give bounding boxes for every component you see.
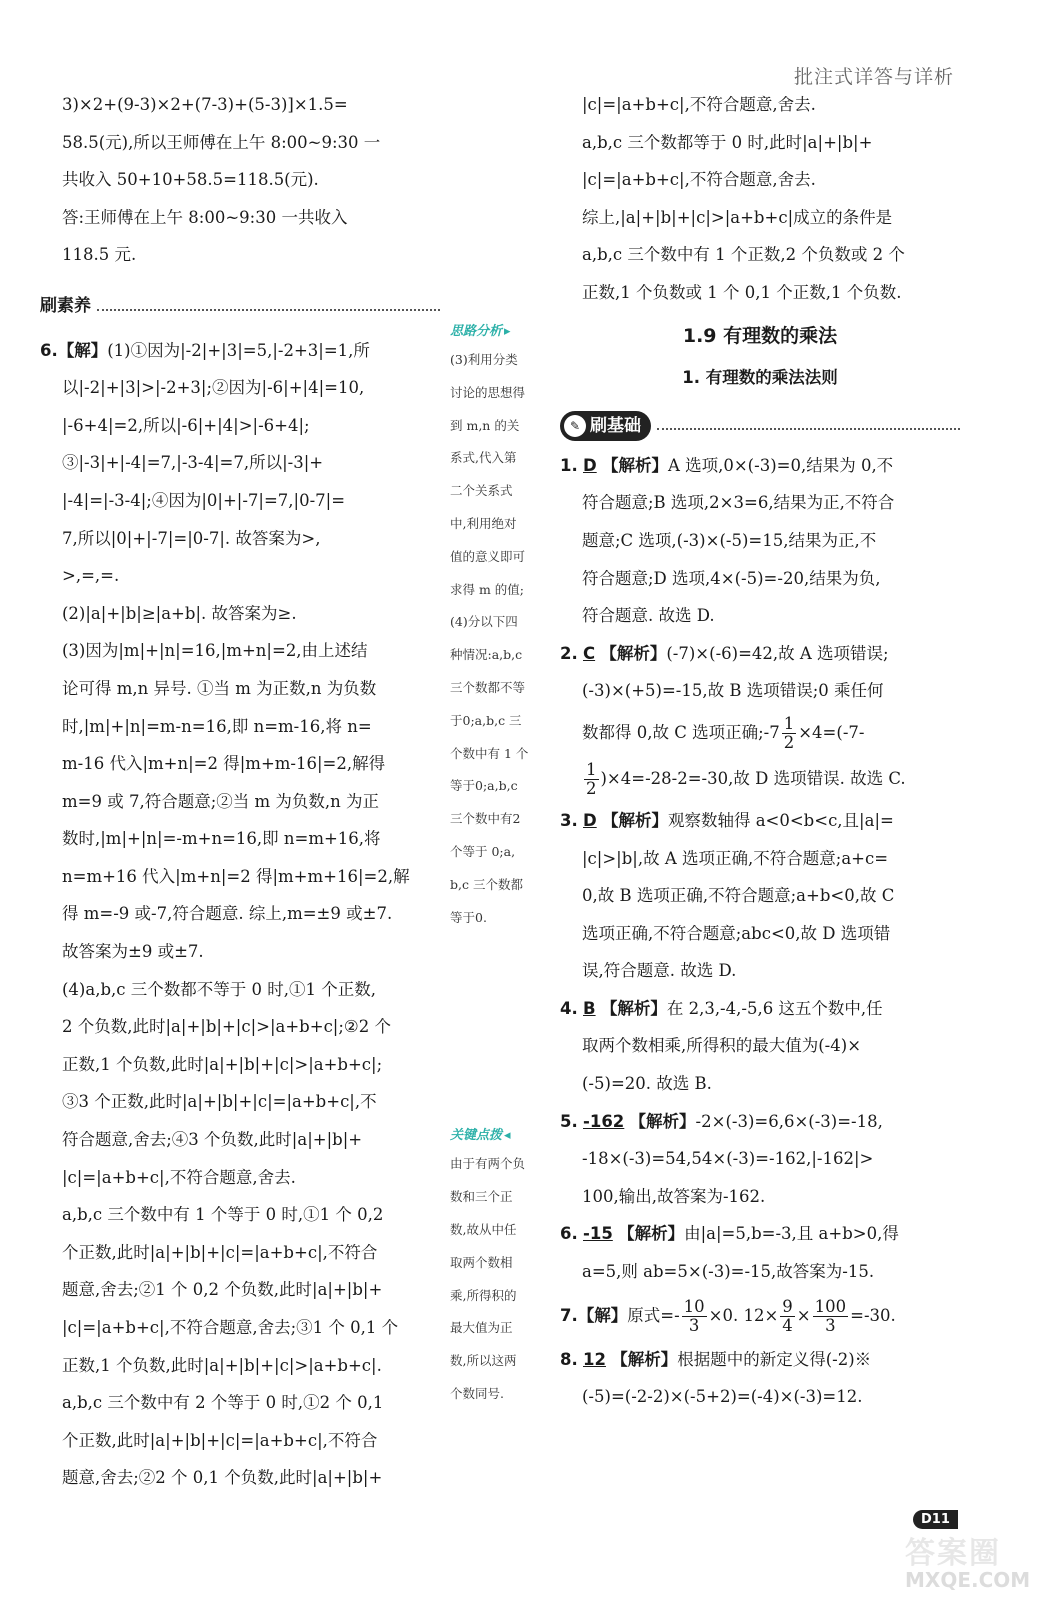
text-line: a,b,c 三个数中有 1 个正数,2 个负数或 2 个: [582, 245, 905, 265]
text-line: (-5)=20. 故选 B.: [582, 1074, 712, 1094]
text-line: 符合题意. 故选 D.: [582, 606, 715, 626]
text-line: 3)×2+(9-3)×2+(7-3)+(5-3)]×1.5=: [62, 95, 348, 114]
text-line: |-4|=|-3-4|;④因为|0|+|-7|=7,|0-7|=: [62, 490, 346, 510]
text-line: 论可得 m,n 异号. ①当 m 为正数,n 为负数: [62, 678, 377, 698]
text-line: 正数,1 个负数,此时|a|+|b|+|c|>|a+b+c|.: [62, 1355, 382, 1375]
question-number: 1.: [560, 455, 578, 475]
question-6-line: [40, 332, 440, 370]
fraction: [584, 761, 599, 798]
question-number: 6.: [560, 1224, 578, 1244]
page-number: D11: [913, 1510, 958, 1529]
text-line: (1)①因为|-2|+|3|=5,|-2+3|=1,所: [107, 340, 370, 360]
left-column: [40, 86, 440, 1497]
text-line: 2 个负数,此时|a|+|b|+|c|>|a+b+c|;②2 个: [62, 1017, 391, 1037]
text-line: 由|a|=5,b=-3,且 a+b>0,得: [684, 1224, 899, 1244]
text-line: 个正数,此时|a|+|b|+|c|=|a+b+c|,不符合: [62, 1430, 378, 1450]
question-number: 3.: [560, 810, 578, 830]
section-header-basics: [560, 411, 960, 441]
text-line: 题意;C 选项,(-3)×(-5)=15,结果为正,不: [582, 530, 877, 550]
denominator: 2: [586, 778, 597, 798]
question-number: 8.: [560, 1349, 578, 1369]
text-line: 7,所以|0|+|-7|=|0-7|. 故答案为>,: [62, 528, 321, 548]
answer: C: [583, 643, 596, 663]
note-line: 三个数中有2: [450, 811, 521, 827]
analysis-tag: 【解析】: [629, 1111, 696, 1131]
text-line: 58.5(元),所以王师傅在上午 8:00~9:30 一: [62, 132, 381, 152]
text-line: m=9 或 7,符合题意;②当 m 为负数,n 为正: [62, 791, 380, 811]
text-line: |c|>|b|,故 A 选项正确,不符合题意;a+c=: [582, 848, 889, 868]
note-line: 三个数都不等: [450, 679, 526, 695]
answer: -15: [583, 1224, 613, 1244]
text-line: 时,|m|+|n|=m-n=16,即 n=m-16,将 n=: [62, 716, 372, 736]
text-line: (-5)=(-2-2)×(-5+2)=(-4)×(-3)=12.: [582, 1387, 863, 1407]
solution-tag: 【解】: [57, 340, 108, 360]
fraction: [782, 715, 797, 752]
denominator: 3: [825, 1315, 836, 1335]
answer: D: [583, 810, 597, 830]
text-line: 综上,|a|+|b|+|c|>|a+b+c|成立的条件是: [582, 207, 893, 227]
text-segment: )×4=-28-2=-30,故 D 选项错误. 故选 C.: [600, 768, 906, 788]
section-header-suyang: [40, 288, 440, 326]
note-line: 等于0;a,b,c: [450, 778, 518, 794]
text-line: A 选项,0×(-3)=0,结果为 0,不: [667, 455, 894, 475]
text-line: 误,符合题意. 故选 D.: [582, 961, 737, 981]
note-line: 个数同号.: [450, 1385, 504, 1401]
note-title-key-point: 关键点拨 ◂: [450, 1124, 555, 1148]
text-line: 答:王师傅在上午 8:00~9:30 一共收入: [62, 207, 348, 227]
text-line: (2)|a|+|b|≥|a+b|. 故答案为≥.: [62, 603, 297, 623]
note-line: 数和三个正: [450, 1189, 513, 1205]
analysis-tag: 【解析】: [611, 1349, 678, 1369]
text-line: (4)a,b,c 三个数都不等于 0 时,①1 个正数,: [62, 979, 376, 999]
question-number: 6.: [40, 340, 58, 360]
text-line: a=5,则 ab=5×(-3)=-15,故答案为-15.: [582, 1262, 875, 1282]
question-number: 5.: [560, 1111, 578, 1131]
text-segment: ×0. 12×: [708, 1305, 779, 1325]
note-line: b,c 三个数都: [450, 876, 523, 892]
dotted-divider: [97, 309, 440, 311]
question-3-line: [560, 802, 960, 840]
numerator: 10: [683, 1296, 705, 1316]
text-line: n=m+16 代入|m+n|=2 得|m+m+16|=2,解: [62, 866, 410, 886]
note-line: 取两个数相: [450, 1254, 513, 1270]
note-line: 系式,代入第: [450, 450, 517, 466]
denominator: 3: [688, 1315, 700, 1335]
text-line: 符合题意;D 选项,4×(-5)=-20,结果为负,: [582, 568, 881, 588]
text-line: ③3 个正数,此时|a|+|b|+|c|=|a+b+c|,不: [62, 1092, 377, 1112]
watermark: [905, 1528, 1045, 1598]
question-2-line: [560, 635, 960, 673]
fraction: [682, 1298, 707, 1335]
numerator: 1: [586, 759, 597, 779]
text-line: 题意,舍去;②2 个 0,1 个负数,此时|a|+|b|+: [62, 1468, 383, 1488]
analysis-tag: 【解析】: [600, 643, 667, 663]
note-line: (3)利用分类: [450, 352, 518, 367]
analysis-tag: 【解析】: [601, 810, 668, 830]
text-segment: ×: [796, 1305, 811, 1325]
text-line: |-6+4|=2,所以|-6|+|4|>|-6+4|;: [62, 415, 310, 435]
denominator: 4: [782, 1315, 793, 1335]
note-line: 求得 m 的值;: [450, 581, 525, 597]
text-line: 根据题中的新定义得(-2)※: [677, 1349, 872, 1369]
text-line: 在 2,3,-4,-5,6 这五个数中,任: [666, 998, 883, 1018]
question-5-line: [560, 1103, 960, 1141]
note-line: 讨论的思想得: [450, 384, 526, 400]
text-line: -18×(-3)=54,54×(-3)=-162,|-162|>: [582, 1149, 874, 1169]
note-line: 个数中有 1 个: [450, 745, 529, 761]
fraction: [780, 1298, 795, 1335]
text-line: (-7)×(-6)=42,故 A 选项错误;: [666, 643, 889, 663]
text-line: >,=,=.: [62, 566, 120, 586]
question-1-line: [560, 447, 960, 485]
text-line: -2×(-3)=6,6×(-3)=-18,: [695, 1111, 883, 1131]
text-line: 118.5 元.: [62, 245, 137, 265]
answer: B: [583, 998, 596, 1018]
text-line: 100,输出,故答案为-162.: [582, 1186, 766, 1206]
note-line: 等于0.: [450, 909, 487, 925]
note-line: 值的意义即可: [450, 548, 526, 564]
section-subtitle: 1. 有理数的乘法法则: [682, 368, 838, 388]
text-line: 数时,|m|+|n|=-m+n=16,即 n=m+16,将: [62, 829, 381, 849]
numerator: 100: [814, 1296, 847, 1316]
numerator: 1: [783, 713, 795, 733]
text-line: (3)因为|m|+|n|=16,|m+n|=2,由上述结: [62, 641, 368, 661]
note-line: 数,所以这两: [450, 1353, 517, 1369]
text-line: 观察数轴得 a<0<b<c,且|a|=: [667, 810, 894, 830]
note-line: (4)分以下四: [450, 614, 518, 630]
solution-tag: 【解】: [577, 1305, 628, 1325]
side-notes: [450, 320, 555, 1411]
denominator: 2: [783, 732, 795, 752]
text-line: a,b,c 三个数中有 2 个等于 0 时,①2 个 0,1: [62, 1393, 384, 1413]
text-line: 符合题意,舍去;④3 个负数,此时|a|+|b|+: [62, 1130, 363, 1150]
dotted-divider: [657, 428, 960, 430]
note-line: 中,利用绝对: [450, 515, 517, 531]
text-line: 正数,1 个负数或 1 个 0,1 个正数,1 个负数.: [582, 282, 902, 302]
spacer: [450, 934, 555, 1124]
text-line: (-3)×(+5)=-15,故 B 选项错误;0 乘任何: [582, 681, 884, 701]
text-line: a,b,c 三个数都等于 0 时,此时|a|+|b|+: [582, 132, 873, 152]
section-label: 刷素养: [40, 295, 91, 316]
answer: D: [583, 455, 597, 475]
text-line: |c|=|a+b+c|,不符合题意,舍去.: [582, 170, 816, 190]
fraction: [813, 1298, 849, 1335]
text-segment: 数都得 0,故 C 选项正确;-7: [582, 722, 780, 742]
note-line: 二个关系式: [450, 483, 513, 499]
basics-badge: [560, 411, 651, 441]
text-line: 得 m=-9 或-7,符合题意. 综上,m=±9 或±7.: [62, 904, 393, 924]
question-number: 7.: [560, 1305, 578, 1325]
math-line: [560, 710, 960, 756]
text-line: 题意,舍去;②1 个 0,2 个负数,此时|a|+|b|+: [62, 1280, 383, 1300]
note-line: 乘,所得积的: [450, 1287, 517, 1303]
text-line: 正数,1 个负数,此时|a|+|b|+|c|>|a+b+c|;: [62, 1054, 383, 1074]
question-6-line: [560, 1215, 960, 1253]
question-7-line: [560, 1291, 960, 1341]
answer: -162: [583, 1111, 625, 1131]
page-header: 批注式详答与详析: [793, 66, 954, 88]
text-line: a,b,c 三个数中有 1 个等于 0 时,①1 个 0,2: [62, 1205, 384, 1225]
analysis-tag: 【解析】: [600, 998, 667, 1018]
text-line: |c|=|a+b+c|,不符合题意,舍去;③1 个 0,1 个: [62, 1318, 399, 1337]
analysis-tag: 【解析】: [601, 455, 668, 475]
note-title-analysis: 思路分析 ▸: [450, 320, 555, 344]
text-line: 共收入 50+10+58.5=118.5(元).: [62, 170, 319, 190]
math-line: [560, 756, 960, 802]
note-line: 数,故从中任: [450, 1221, 517, 1237]
right-column: [560, 86, 960, 1416]
badge-label: 刷基础: [590, 415, 641, 436]
chapter-title: 1.9 有理数的乘法: [682, 324, 838, 347]
question-number: 4.: [560, 998, 578, 1018]
note-line: 种情况:a,b,c: [450, 647, 523, 663]
text-line: 个正数,此时|a|+|b|+|c|=|a+b+c|,不符合: [62, 1242, 378, 1262]
text-line: |c|=|a+b+c|,不符合题意,舍去.: [582, 95, 816, 114]
text-line: 取两个数相乘,所得积的最大值为(-4)×: [582, 1036, 862, 1056]
note-line: 由于有两个负: [450, 1156, 526, 1172]
text-line: ③|-3|+|-4|=7,|-3-4|=7,所以|-3|+: [62, 453, 324, 473]
text-segment: 原式=-: [627, 1305, 680, 1325]
text-line: |c|=|a+b+c|,不符合题意,舍去.: [62, 1167, 296, 1187]
pencil-icon: ✎: [564, 415, 586, 437]
numerator: 9: [782, 1296, 793, 1316]
text-segment: =-30.: [850, 1305, 896, 1325]
text-line: m-16 代入|m+n|=2 得|m+m-16|=2,解得: [62, 754, 386, 774]
note-line: 最大值为正: [450, 1320, 513, 1336]
watermark-url: MXQE.COM: [905, 1568, 1031, 1592]
text-line: 故答案为±9 或±7.: [62, 942, 204, 962]
text-line: 0,故 B 选项正确,不符合题意;a+b<0,故 C: [582, 886, 895, 906]
question-4-line: [560, 990, 960, 1028]
analysis-tag: 【解析】: [618, 1224, 685, 1244]
text-segment: ×4=(-7-: [798, 722, 865, 742]
note-line: 个等于 0;a,: [450, 843, 516, 859]
text-line: 以|-2|+|3|>|-2+3|;②因为|-6|+|4|=10,: [62, 378, 365, 398]
answer: 12: [583, 1349, 606, 1369]
text-line: 符合题意;B 选项,2×3=6,结果为正,不符合: [582, 493, 895, 513]
question-number: 2.: [560, 643, 578, 663]
note-line: 到 m,n 的关: [450, 417, 520, 433]
text-line: 选项正确,不符合题意;abc<0,故 D 选项错: [582, 923, 891, 943]
note-line: 于0;a,b,c 三: [450, 712, 522, 728]
question-8-line: [560, 1341, 960, 1379]
watermark-logo: 答案圈: [905, 1536, 1001, 1571]
